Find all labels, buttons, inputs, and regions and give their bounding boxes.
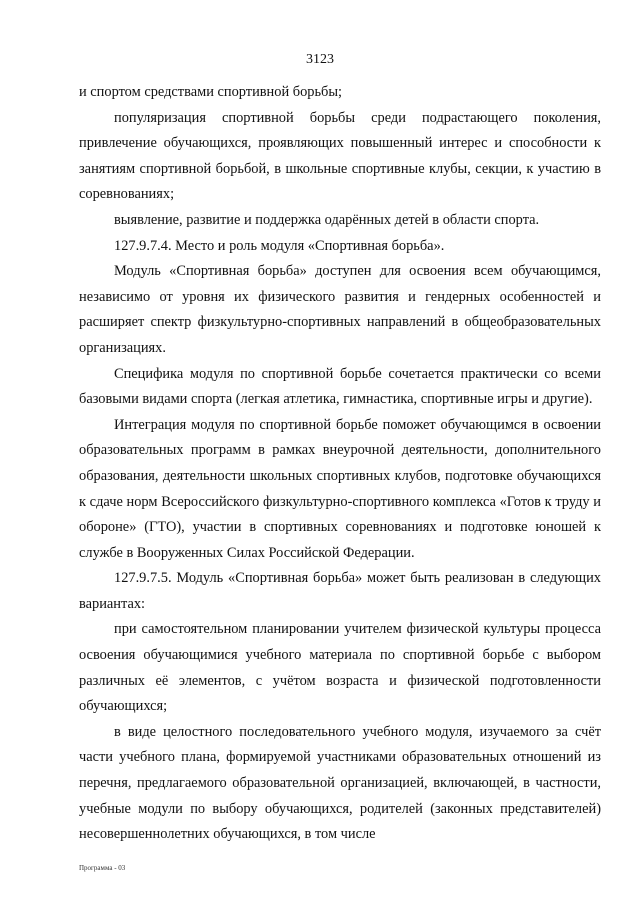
section-heading: 127.9.7.4. Место и роль модуля «Спортивная борьба». (114, 237, 445, 254)
document-body (79, 80, 601, 848)
footer-label: Программа - 03 (79, 864, 126, 872)
list-item: в виде целостного последовательного учебного модуля, изучаемого за счёт части учебного плана, формируемой участниками образовательных отношений из перечня, предлагаемого образовательной организацией, включающей, в частности, учебные модули по выбору обучающихся, родителей (законных представителей) несовершеннолетних обучающихся, в том числе (79, 723, 601, 843)
paragraph: выявление, развитие и поддержка одарённых детей в области спорта. (114, 211, 540, 228)
paragraph: популяризация спортивной борьбы среди подрастающего поколения, привлечение обучающихся, проявляющих повышенный интерес и способности к занятиям спортивной борьбой, в школьные спортивные клубы, секции, к участию в соревнованиях; (79, 109, 601, 203)
paragraph: Интеграция модуля по спортивной борьбе поможет обучающимся в освоении образовательных программ в рамках внеурочной деятельности, дополнительного образования, деятельности школьных спортивных клубов, подготовке обучающихся к сдаче норм Всероссийского физкультурно-спортивного комплекса «Готов к труду и обороне» (ГТО), участии в спортивных соревнованиях и подготовке юношей к службе в Вооруженных Силах Российской Федерации. (79, 416, 601, 561)
page-number: 3123 (306, 52, 334, 67)
paragraph: и спортом средствами спортивной борьбы; (79, 84, 343, 100)
list-item: при самостоятельном планировании учителем физической культуры процесса освоения обучающимися учебного материала по спортивной борьбе с выбором различных её элементов, с учётом возраста и физической подготовленности обучающихся; (79, 621, 601, 715)
section-heading: 127.9.7.5. Модуль «Спортивная борьба» может быть реализован в следующих вариантах: (79, 570, 601, 612)
paragraph: Специфика модуля по спортивной борьбе сочетается практически со всеми базовыми видами спорта (легкая атлетика, гимнастика, спортивные игры и другие). (79, 365, 601, 408)
paragraph: Модуль «Спортивная борьба» доступен для освоения всем обучающимся, независимо от уровня их физического развития и гендерных особенностей и расширяет спектр физкультурно-спортивных направлений в общеобразовательных организациях. (79, 263, 601, 356)
